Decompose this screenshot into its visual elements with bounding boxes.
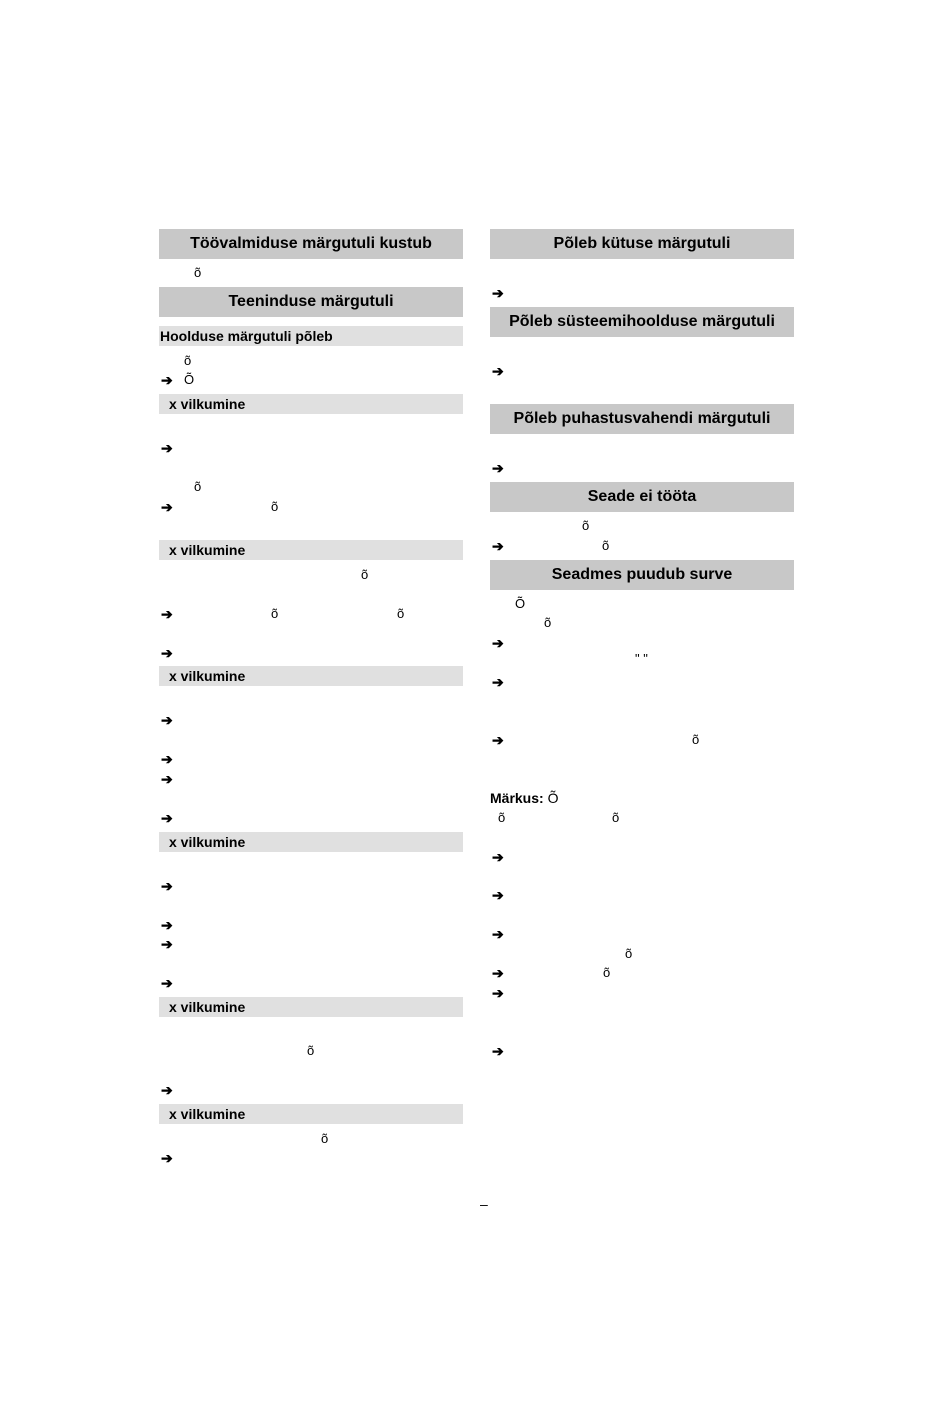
- char-fragment: õ: [184, 353, 192, 368]
- subheader-blinking: x vilkumine: [159, 540, 463, 560]
- arrow-right-icon: ➔: [161, 771, 173, 787]
- char-fragment: õ: [612, 810, 620, 825]
- char-fragment: õ: [194, 479, 202, 494]
- char-fragment: õ: [194, 265, 202, 280]
- section-header-device-not-working: Seade ei tööta: [490, 482, 794, 512]
- arrow-right-icon: ➔: [161, 1150, 173, 1166]
- quote-marks: " ": [635, 651, 648, 666]
- note-line: [490, 790, 558, 806]
- char-fragment: õ: [271, 606, 279, 621]
- arrow-right-icon: ➔: [492, 674, 504, 690]
- right-column: [490, 0, 794, 1420]
- arrow-right-icon: ➔: [492, 460, 504, 476]
- arrow-right-icon: ➔: [492, 887, 504, 903]
- section-header-fuel-lamp: Põleb kütuse märgutuli: [490, 229, 794, 259]
- arrow-right-icon: ➔: [492, 985, 504, 1001]
- arrow-right-icon: ➔: [492, 926, 504, 942]
- subheader-maintenance-lamp: Hoolduse märgutuli põleb: [159, 326, 463, 346]
- subheader-blinking: x vilkumine: [159, 997, 463, 1017]
- arrow-right-icon: ➔: [161, 810, 173, 826]
- arrow-right-icon: ➔: [161, 645, 173, 661]
- char-fragment: õ: [625, 946, 633, 961]
- section-header-service-lamp: Teeninduse märgutuli: [159, 287, 463, 317]
- arrow-right-icon: ➔: [492, 538, 504, 554]
- char-fragment: õ: [544, 615, 552, 630]
- page-number-mark: –: [480, 1196, 488, 1212]
- char-fragment: õ: [397, 606, 405, 621]
- char-fragment: õ: [692, 732, 700, 747]
- arrow-right-icon: ➔: [161, 499, 173, 515]
- section-header-detergent-lamp: Põleb puhastusvahendi märgutuli: [490, 404, 794, 434]
- arrow-right-icon: ➔: [161, 712, 173, 728]
- arrow-right-icon: ➔: [161, 975, 173, 991]
- arrow-right-icon: ➔: [161, 936, 173, 952]
- arrow-right-icon: ➔: [492, 732, 504, 748]
- char-fragment: Õ: [547, 790, 559, 806]
- arrow-right-icon: ➔: [492, 363, 504, 379]
- arrow-right-icon: ➔: [492, 1043, 504, 1059]
- arrow-right-icon: ➔: [161, 372, 173, 388]
- char-fragment: õ: [307, 1043, 315, 1058]
- char-fragment: õ: [602, 538, 610, 553]
- subheader-blinking: x vilkumine: [159, 394, 463, 414]
- arrow-right-icon: ➔: [161, 751, 173, 767]
- char-fragment: õ: [321, 1131, 329, 1146]
- arrow-right-icon: ➔: [161, 606, 173, 622]
- arrow-right-icon: ➔: [161, 917, 173, 933]
- subheader-blinking: x vilkumine: [159, 666, 463, 686]
- arrow-right-icon: ➔: [492, 635, 504, 651]
- char-fragment: õ: [582, 518, 590, 533]
- arrow-right-icon: ➔: [492, 965, 504, 981]
- section-header-system-maintenance-lamp: Põleb süsteemihoolduse märgutuli: [490, 307, 794, 337]
- arrow-right-icon: ➔: [161, 440, 173, 456]
- arrow-right-icon: ➔: [492, 849, 504, 865]
- note-label: Märkus:: [490, 790, 544, 806]
- char-fragment: õ: [498, 810, 506, 825]
- arrow-right-icon: ➔: [161, 1082, 173, 1098]
- subheader-blinking: x vilkumine: [159, 1104, 463, 1124]
- section-header-no-pressure: Seadmes puudub surve: [490, 560, 794, 590]
- arrow-right-icon: ➔: [492, 285, 504, 301]
- char-fragment: õ: [361, 567, 369, 582]
- char-fragment: Õ: [515, 596, 526, 611]
- char-fragment: Õ: [184, 372, 195, 387]
- char-fragment: õ: [271, 499, 279, 514]
- subheader-blinking: x vilkumine: [159, 832, 463, 852]
- left-column: [159, 0, 463, 1420]
- section-header-readiness-lamp: Töövalmiduse märgutuli kustub: [159, 229, 463, 259]
- arrow-right-icon: ➔: [161, 878, 173, 894]
- char-fragment: õ: [603, 965, 611, 980]
